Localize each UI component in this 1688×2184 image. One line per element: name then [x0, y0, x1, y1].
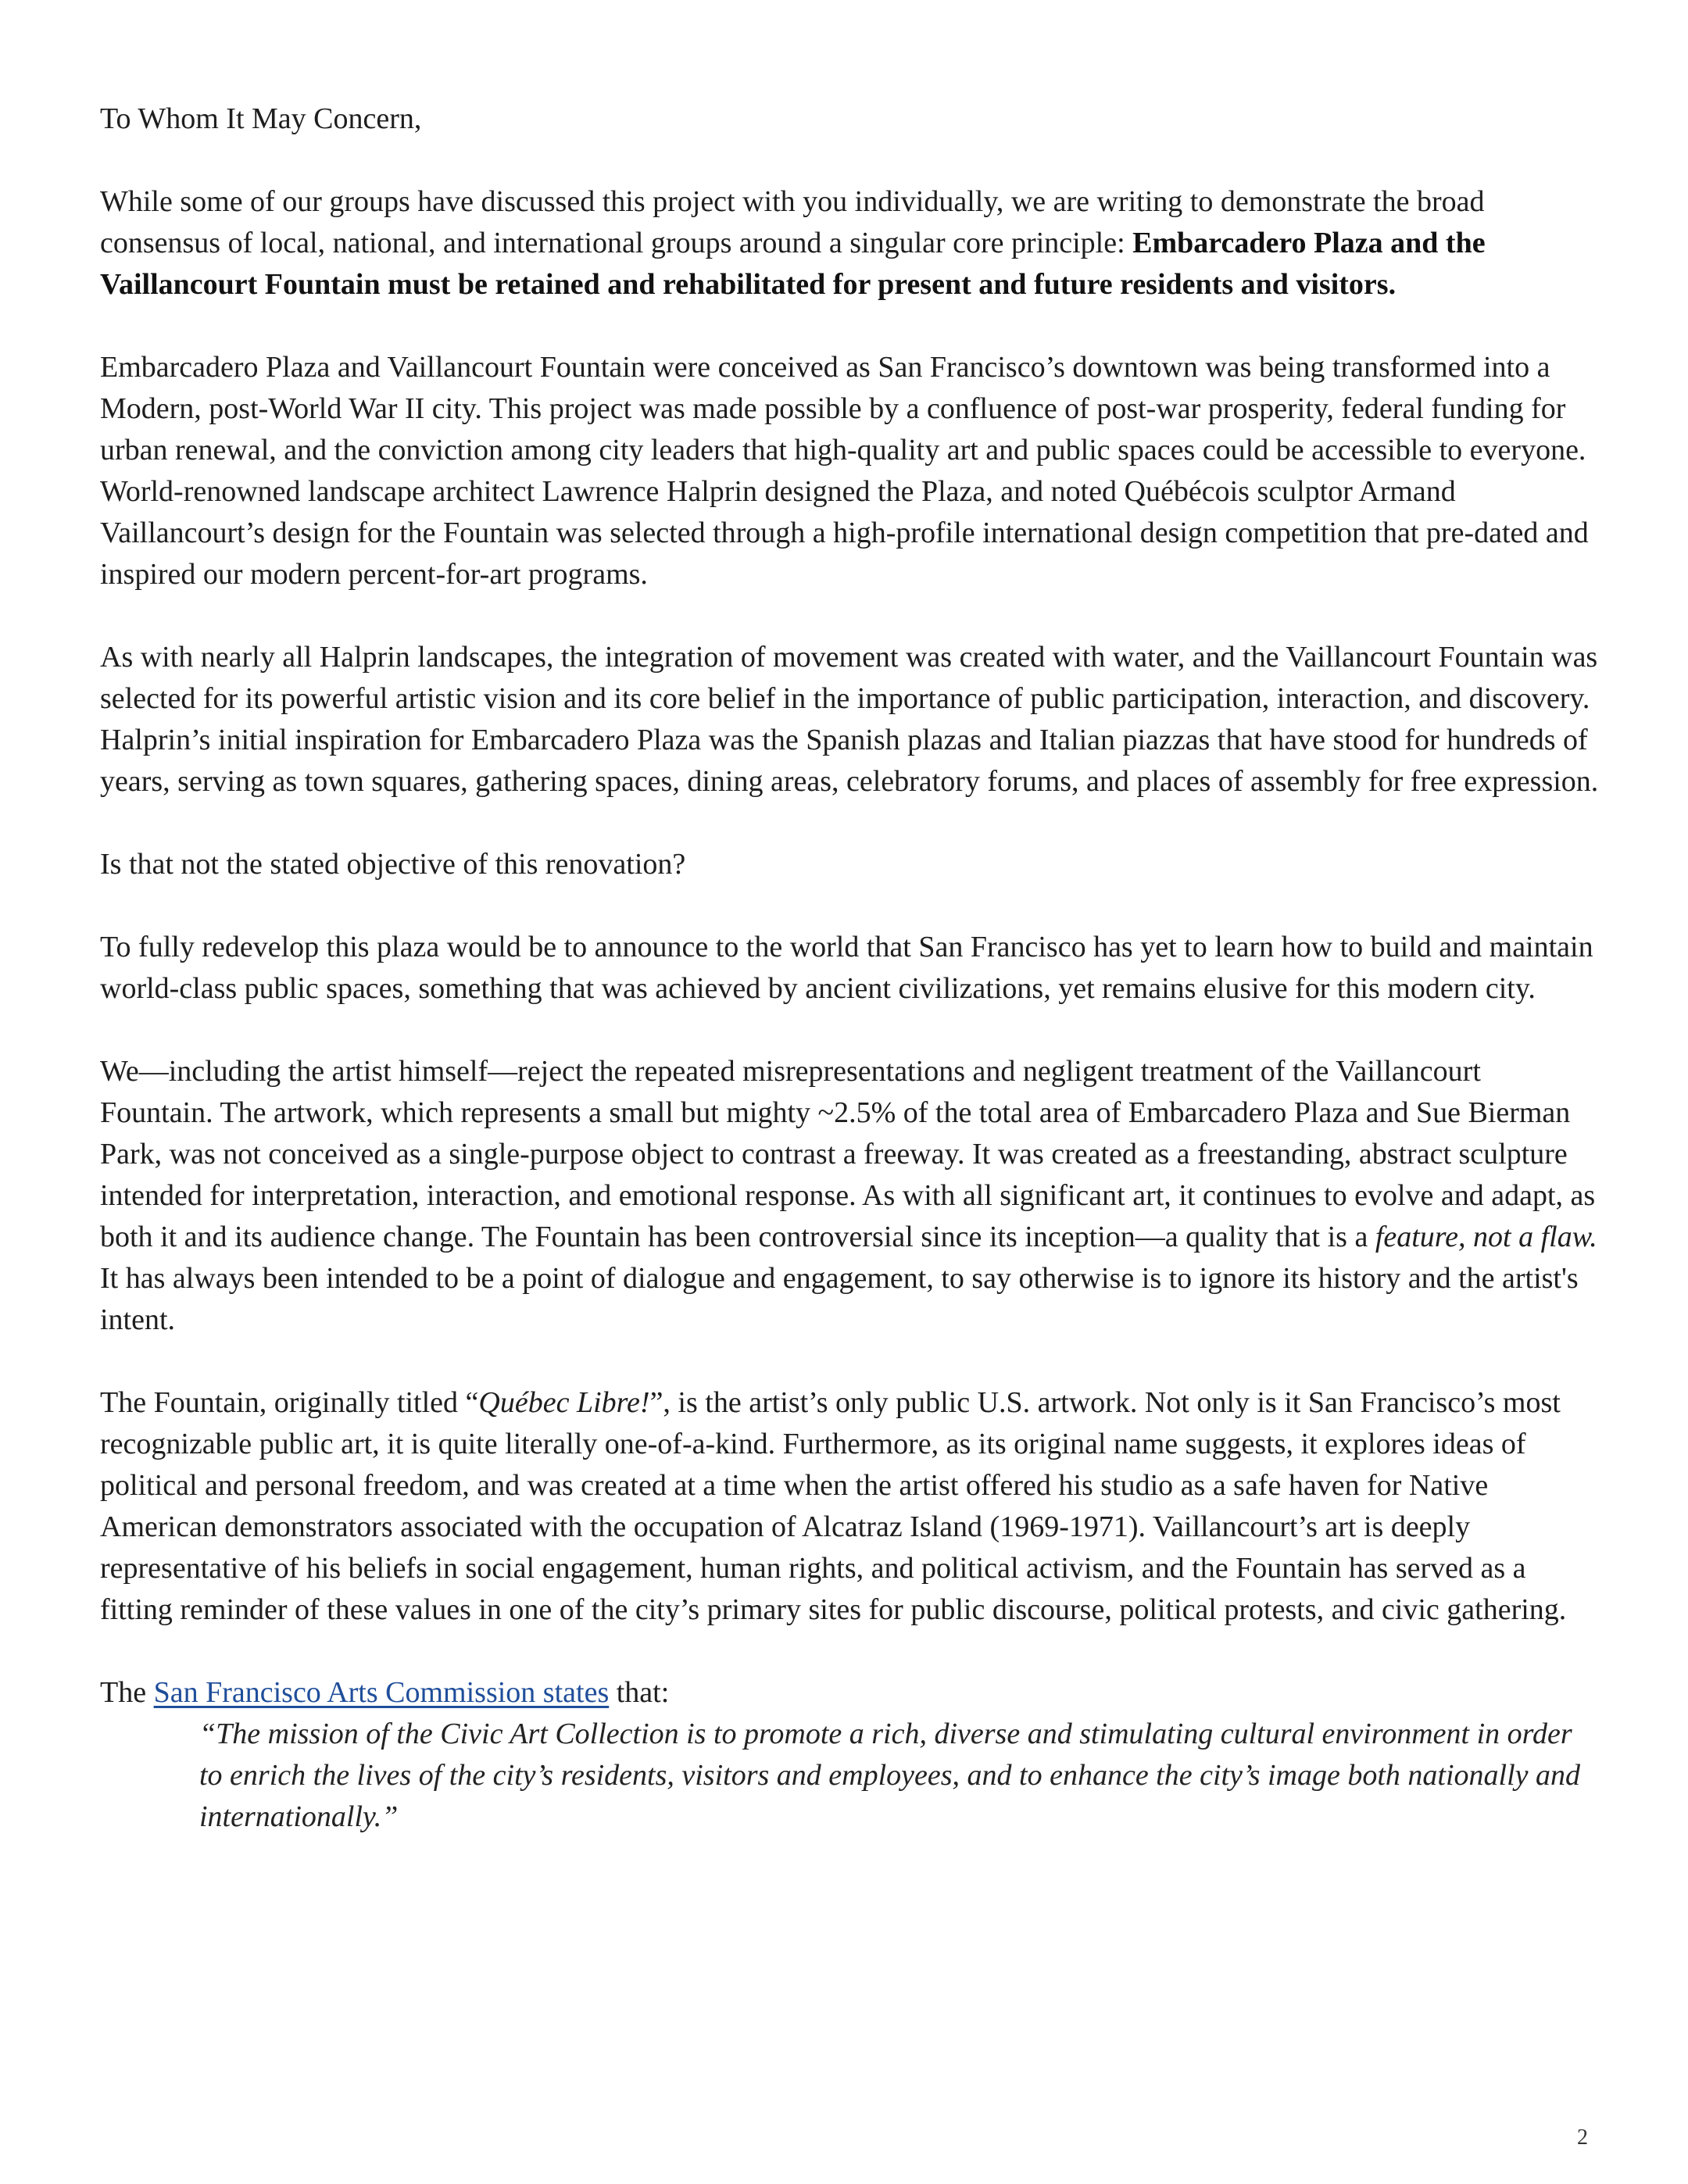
paragraph-misrepresentation-text-after: It has always been intended to be a point of dialogue and engagement, to say otherwise is to ignore its history and the artist's intent.	[100, 1262, 1579, 1336]
paragraph-quebec-libre-text-after: ”, is the artist’s only public U.S. artwork. Not only is it San Francisco’s most recognizable public art, it is quite literally one-of-a-kind. Furthermore, as its original name suggests, it explores ideas of political and personal freedom, and was created at a time when the artist offered his studio as a safe haven for Native American demonstrators associated with the occupation of Alcatraz Island (1969-1971). Vaillancourt’s art is deeply representative of his beliefs in social engagement, human rights, and political activism, and the Fountain has served as a fitting reminder of these values in one of the city’s primary sites for public discourse, political protests, and civic gathering.	[100, 1386, 1567, 1626]
arts-commission-text-before: The	[100, 1676, 154, 1709]
letter-body	[100, 98, 1600, 1838]
paragraph-arts-commission	[100, 1672, 1600, 1714]
page-number: 2	[1577, 2125, 1588, 2150]
feature-not-flaw-emphasis: feature, not a flaw.	[1375, 1221, 1597, 1253]
paragraph-consensus	[100, 181, 1600, 306]
paragraph-misrepresentation	[100, 1051, 1600, 1341]
arts-commission-link[interactable]: San Francisco Arts Commission states	[153, 1676, 610, 1709]
paragraph-consensus-text: While some of our groups have discussed this project with you individually, we are writing to demonstrate the broad consensus of local, national, and international groups around a singular core principle:	[100, 185, 1485, 259]
paragraph-objective-question: Is that not the stated objective of this renovation?	[100, 848, 686, 881]
paragraph-history: Embarcadero Plaza and Vaillancourt Fountain were conceived as San Francisco’s downtown was being transformed into a Modern, post-World War II city. This project was made possible by a confluence of post-war prosperity, federal funding for urban renewal, and the conviction among city leaders that high-quality art and public spaces could be accessible to everyone. World-renowned landscape architect Lawrence Halprin designed the Plaza, and noted Québécois sculptor Armand Vaillancourt’s design for the Fountain was selected through a high-profile international design competition that pre-dated and inspired our modern percent-for-art programs.	[100, 351, 1589, 591]
paragraph-misrepresentation-text-before: We—including the artist himself—reject the repeated misrepresentations and negligent treatment of the Vaillancourt Fountain. The artwork, which represents a small but mighty ~2.5% of the total area of Embarcadero Plaza and Sue Bierman Park, was not conceived as a single-purpose object to contrast a freeway. It was created as a freestanding, abstract sculpture intended for interpretation, interaction, and emotional response. As with all significant art, it continues to evolve and adapt, as both it and its audience change. The Fountain has been controversial since its inception—a quality that is a	[100, 1055, 1596, 1253]
arts-commission-text-after: that:	[609, 1676, 670, 1709]
original-title-emphasis: Québec Libre!	[478, 1386, 650, 1419]
paragraph-redevelopment: To fully redevelop this plaza would be to announce to the world that San Francisco has yet to learn how to build and maintain world-class public spaces, something that was achieved by ancient civilizations, yet remains elusive for this modern city.	[100, 931, 1593, 1005]
paragraph-quebec-libre-text-before: The Fountain, originally titled “	[100, 1386, 479, 1419]
paragraph-halprin-inspiration: As with nearly all Halprin landscapes, the integration of movement was created with water, and the Vaillancourt Fountain was selected for its powerful artistic vision and its core belief in the importance of public participation, interaction, and discovery. Halprin’s initial inspiration for Embarcadero Plaza was the Spanish plazas and Italian piazzas that have stood for hundreds of years, serving as town squares, gathering spaces, dining areas, celebratory forums, and places of assembly for free expression.	[100, 641, 1599, 798]
civic-art-mission-quote: “The mission of the Civic Art Collection is to promote a rich, diverse and stimulating cultural environment in order to enrich the lives of the city’s residents, visitors and employees, and to enhance the city’s image both nationally and internationally.”	[199, 1718, 1581, 1833]
paragraph-quebec-libre	[100, 1382, 1600, 1631]
salutation: To Whom It May Concern,	[100, 102, 422, 135]
core-principle-statement: Embarcadero Plaza and the Vaillancourt Fountain must be retained and rehabilitated for present and future residents and visitors.	[100, 227, 1486, 301]
